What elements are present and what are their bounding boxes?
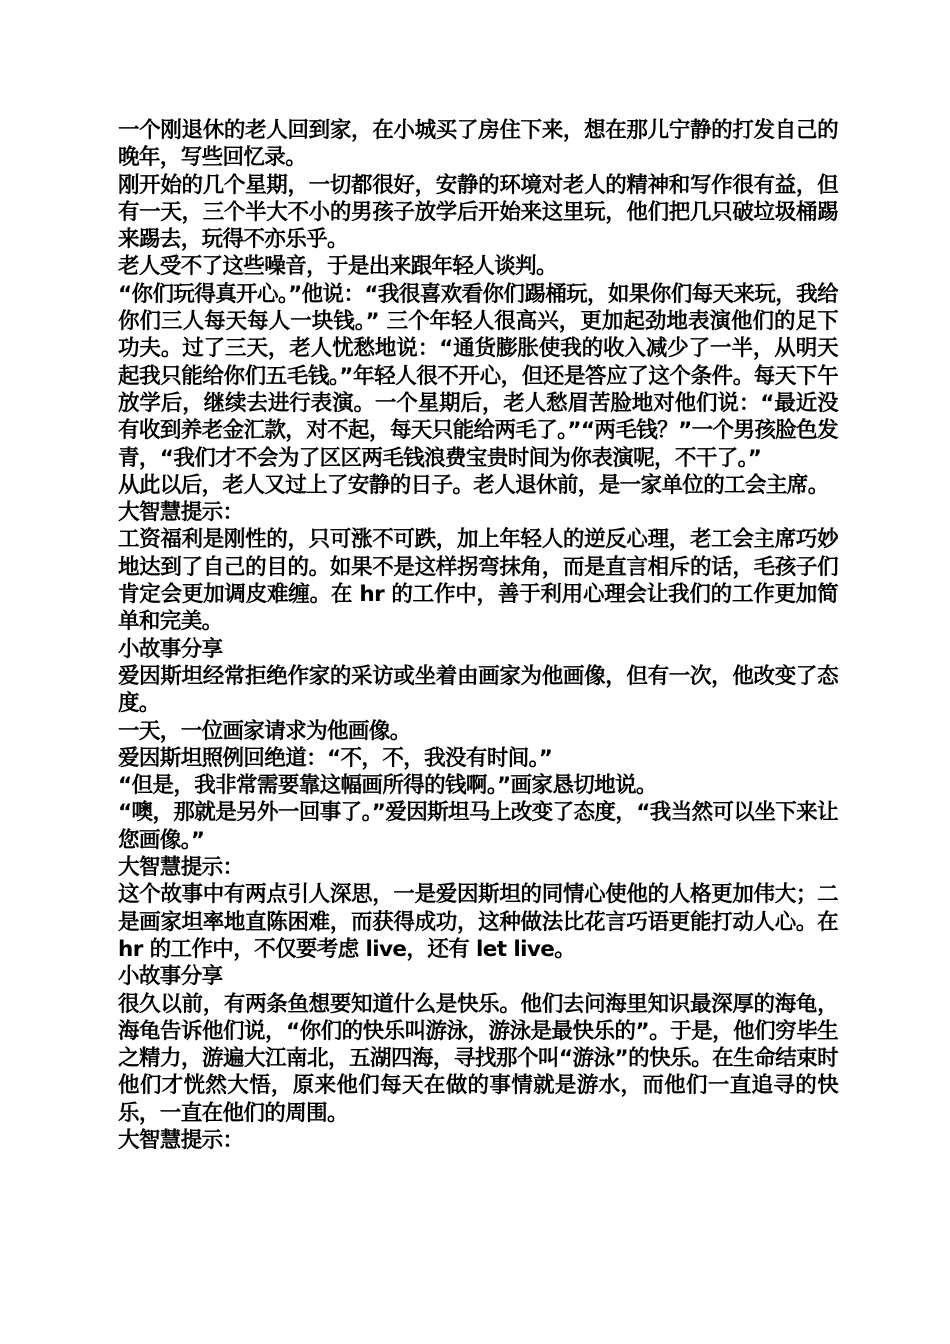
wisdom-heading-1: 大智慧提示： [118,500,244,526]
paragraph-payment-story: “你们玩得真开心。”他说：“我很喜欢看你们踢桶玩，如果你们每天来玩，我给你们三人每天每人一块钱。” 三个年轻人很高兴，更加起劲地表演他们的足下功夫。过了三天，老人忧愁地说：“通货膨胀使我的收入减少了一半，从明天起我只能给你们五毛钱。”年轻人很不开心，但还是答应了这个条件。每天下午放学后，继续去进行表演。一个星期后，老人愁眉苦脸地对他们说：“最近没有收到养老金汇款，对不起，每天只能给两毛了。”“两毛钱？”一个男孩脸色发青，“我们才不会为了区区两毛钱浪费宝贵时间为你表演呢，不干了。” [118,281,838,471]
paragraph-intro: 一个刚退休的老人回到家，在小城买了房住下来，想在那儿宁静的打发自己的晚年，写些回忆录。 [118,118,838,171]
paragraph-painter-request: 一天，一位画家请求为他画像。 [118,718,411,744]
story-heading-1: 小故事分享 [118,636,223,662]
wisdom-heading-3: 大智慧提示： [118,1127,244,1153]
paragraph-boys-arrive: 刚开始的几个星期，一切都很好，安静的环境对老人的精神和写作很有益，但有一天，三个半大不小的男孩子放学后开始来这里玩，他们把几只破垃圾桶踢来踢去，玩得不亦乐乎。 [118,172,838,253]
paragraph-einstein-refuses: 爱因斯坦照例回绝道：“不，不，我没有时间。” [118,745,553,771]
paragraph-quiet-again: 从此以后，老人又过上了安静的日子。老人退休前，是一家单位的工会主席。 [118,472,829,498]
paragraph-einstein-intro: 爱因斯坦经常拒绝作家的采访或坐着由画家为他画像，但有一次，他改变了态度。 [118,663,838,717]
paragraph-fish-story: 很久以前，有两条鱼想要知道什么是快乐。他们去问海里知识最深厚的海龟，海龟告诉他们说，“你们的快乐叫游泳，游泳是最快乐的”。于是，他们穷毕生之精力，游遍大江南北，五湖四海，寻找那个叫“游泳”的快乐。在生命结束时他们才恍然大悟，原来他们每天在做的事情就是游水，而他们一直追寻的快乐，一直在他们的周围。 [118,991,838,1126]
paragraph-einstein-agrees: “噢，那就是另外一回事了。”爱因斯坦马上改变了态度，“我当然可以坐下来让您画像。” [118,800,838,853]
story-heading-2: 小故事分享 [118,964,223,990]
wisdom-heading-2: 大智慧提示： [118,855,244,881]
document-page [118,117,838,1154]
paragraph-negotiation: 老人受不了这些噪音，于是出来跟年轻人谈判。 [118,254,557,280]
wisdom-text-1: 工资福利是刚性的，只可涨不可跌，加上年轻人的逆反心理，老工会主席巧妙地达到了自己的目的。如果不是这样拐弯抹角，而是直言相斥的话，毛孩子们肯定会更加调皮难缠。在 hr 的工作中，善于利用心理会让我们的工作更加简单和完美。 [118,527,838,635]
paragraph-painter-plea: “但是，我非常需要靠这幅画所得的钱啊。”画家恳切地说。 [118,773,657,799]
wisdom-text-2: 这个故事中有两点引人深思，一是爱因斯坦的同情心使他的人格更加伟大；二是画家坦率地直陈困难，而获得成功，这种做法比花言巧语更能打动人心。在 hr 的工作中，不仅要考虑 live，还有 let live。 [118,882,838,962]
